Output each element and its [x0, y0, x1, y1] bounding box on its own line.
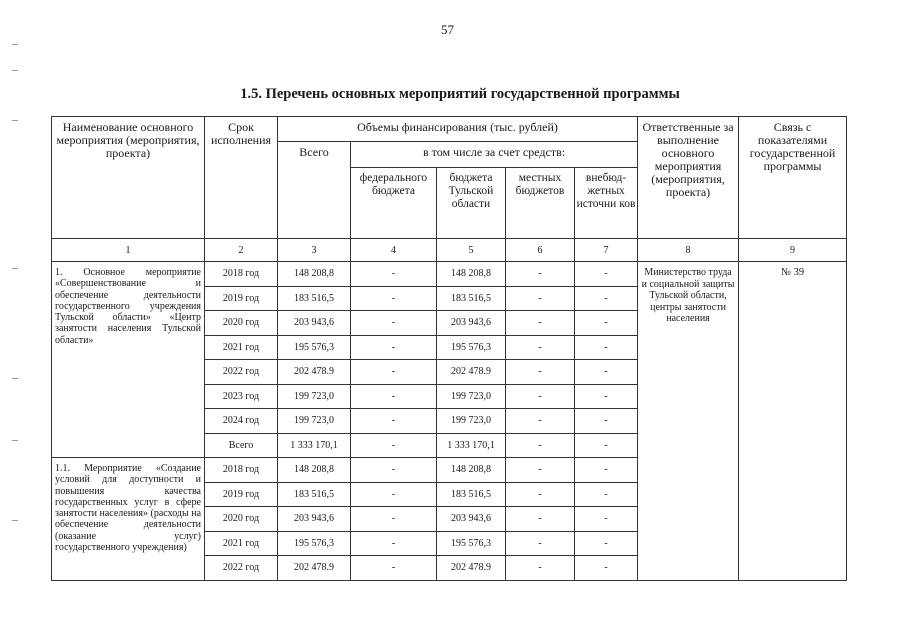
period-cell: 2021 год [205, 335, 278, 360]
total-cell: 199 723,0 [278, 384, 351, 409]
header-federal: федерального бюджета [351, 168, 437, 239]
extra-cell: - [575, 433, 638, 458]
federal-cell: - [351, 384, 437, 409]
extra-cell: - [575, 507, 638, 532]
table-row [52, 262, 847, 287]
measure-description: 1. Основное мероприятие «Совершенствование и обеспечение деятельности государственного учреждения Тульской области» «Центр занятости населения Тульской области» [52, 262, 205, 458]
header-local: местных бюджетов [506, 168, 575, 239]
page-title: 1.5. Перечень основных мероприятий государственной программы [240, 86, 680, 102]
regional-cell: 202 478.9 [437, 360, 506, 385]
period-cell: 2018 год [205, 458, 278, 483]
extra-cell: - [575, 482, 638, 507]
period-cell: 2019 год [205, 286, 278, 311]
local-cell: - [506, 507, 575, 532]
period-cell: 2022 год [205, 360, 278, 385]
period-cell: 2023 год [205, 384, 278, 409]
regional-cell: 203 943,6 [437, 311, 506, 336]
header-volumes: Объемы финансирования (тыс. рублей) [278, 117, 638, 142]
extra-cell: - [575, 286, 638, 311]
federal-cell: - [351, 409, 437, 434]
period-cell: 2018 год [205, 262, 278, 287]
page-number: 57 [441, 22, 454, 37]
extra-cell: - [575, 335, 638, 360]
extra-cell: - [575, 360, 638, 385]
col-number: 6 [506, 239, 575, 262]
extra-cell: - [575, 311, 638, 336]
period-cell: Всего [205, 433, 278, 458]
header-responsible: Ответственные за выполнение основного мероприятия (мероприятия, проекта) [638, 117, 739, 239]
total-cell: 183 516,5 [278, 482, 351, 507]
extra-cell: - [575, 409, 638, 434]
binding-mark [12, 440, 18, 441]
header-link: Связь с показателями государственной программы [739, 117, 847, 239]
period-cell: 2020 год [205, 507, 278, 532]
header-extrabudget: внебюд-жетных источни ков [575, 168, 638, 239]
local-cell: - [506, 311, 575, 336]
total-cell: 203 943,6 [278, 311, 351, 336]
col-number: 1 [52, 239, 205, 262]
total-cell: 148 208,8 [278, 262, 351, 287]
total-cell: 203 943,6 [278, 507, 351, 532]
local-cell: - [506, 384, 575, 409]
period-cell: 2022 год [205, 556, 278, 581]
binding-mark [12, 378, 18, 379]
total-cell: 202 478.9 [278, 360, 351, 385]
local-cell: - [506, 262, 575, 287]
local-cell: - [506, 556, 575, 581]
federal-cell: - [351, 335, 437, 360]
extra-cell: - [575, 384, 638, 409]
binding-mark [12, 268, 18, 269]
total-cell: 199 723,0 [278, 409, 351, 434]
total-cell: 195 576,3 [278, 531, 351, 556]
local-cell: - [506, 458, 575, 483]
federal-cell: - [351, 286, 437, 311]
col-number: 9 [739, 239, 847, 262]
federal-cell: - [351, 482, 437, 507]
local-cell: - [506, 286, 575, 311]
measures-table [51, 116, 847, 581]
extra-cell: - [575, 262, 638, 287]
regional-cell: 195 576,3 [437, 335, 506, 360]
period-cell: 2024 год [205, 409, 278, 434]
col-number: 7 [575, 239, 638, 262]
col-number: 5 [437, 239, 506, 262]
total-cell: 148 208,8 [278, 458, 351, 483]
header-name: Наименование основного мероприятия (мероприятия, проекта) [52, 117, 205, 239]
col-number: 4 [351, 239, 437, 262]
regional-cell: 1 333 170,1 [437, 433, 506, 458]
indicator-link-cell: № 39 [739, 262, 847, 581]
binding-mark [12, 70, 18, 71]
federal-cell: - [351, 507, 437, 532]
local-cell: - [506, 433, 575, 458]
period-cell: 2019 год [205, 482, 278, 507]
col-number: 3 [278, 239, 351, 262]
local-cell: - [506, 335, 575, 360]
regional-cell: 183 516,5 [437, 286, 506, 311]
responsible-cell: Министерство труда и социальной защиты Тульской области, центры занятости населения [638, 262, 739, 581]
federal-cell: - [351, 311, 437, 336]
total-cell: 202 478.9 [278, 556, 351, 581]
federal-cell: - [351, 458, 437, 483]
binding-mark [12, 520, 18, 521]
local-cell: - [506, 482, 575, 507]
regional-cell: 148 208,8 [437, 458, 506, 483]
header-regional: бюджета Тульской области [437, 168, 506, 239]
regional-cell: 195 576,3 [437, 531, 506, 556]
period-cell: 2021 год [205, 531, 278, 556]
regional-cell: 203 943,6 [437, 507, 506, 532]
col-number: 2 [205, 239, 278, 262]
header-total: Всего [278, 142, 351, 239]
extra-cell: - [575, 556, 638, 581]
measure-description: 1.1. Мероприятие «Создание условий для доступности и повышения качества государственных услуг в сфере занятости населения» (расходы на обеспечение деятельности (оказание услуг) государственного учреждения) [52, 458, 205, 581]
federal-cell: - [351, 531, 437, 556]
total-cell: 195 576,3 [278, 335, 351, 360]
regional-cell: 199 723,0 [437, 409, 506, 434]
binding-mark [12, 120, 18, 121]
federal-cell: - [351, 262, 437, 287]
header-period: Срок исполнения [205, 117, 278, 239]
regional-cell: 183 516,5 [437, 482, 506, 507]
header-including: в том числе за счет средств: [351, 142, 638, 168]
local-cell: - [506, 409, 575, 434]
federal-cell: - [351, 433, 437, 458]
local-cell: - [506, 360, 575, 385]
local-cell: - [506, 531, 575, 556]
federal-cell: - [351, 360, 437, 385]
regional-cell: 199 723,0 [437, 384, 506, 409]
extra-cell: - [575, 458, 638, 483]
total-cell: 1 333 170,1 [278, 433, 351, 458]
regional-cell: 202 478.9 [437, 556, 506, 581]
total-cell: 183 516,5 [278, 286, 351, 311]
binding-mark [12, 44, 18, 45]
col-number: 8 [638, 239, 739, 262]
extra-cell: - [575, 531, 638, 556]
period-cell: 2020 год [205, 311, 278, 336]
federal-cell: - [351, 556, 437, 581]
regional-cell: 148 208,8 [437, 262, 506, 287]
